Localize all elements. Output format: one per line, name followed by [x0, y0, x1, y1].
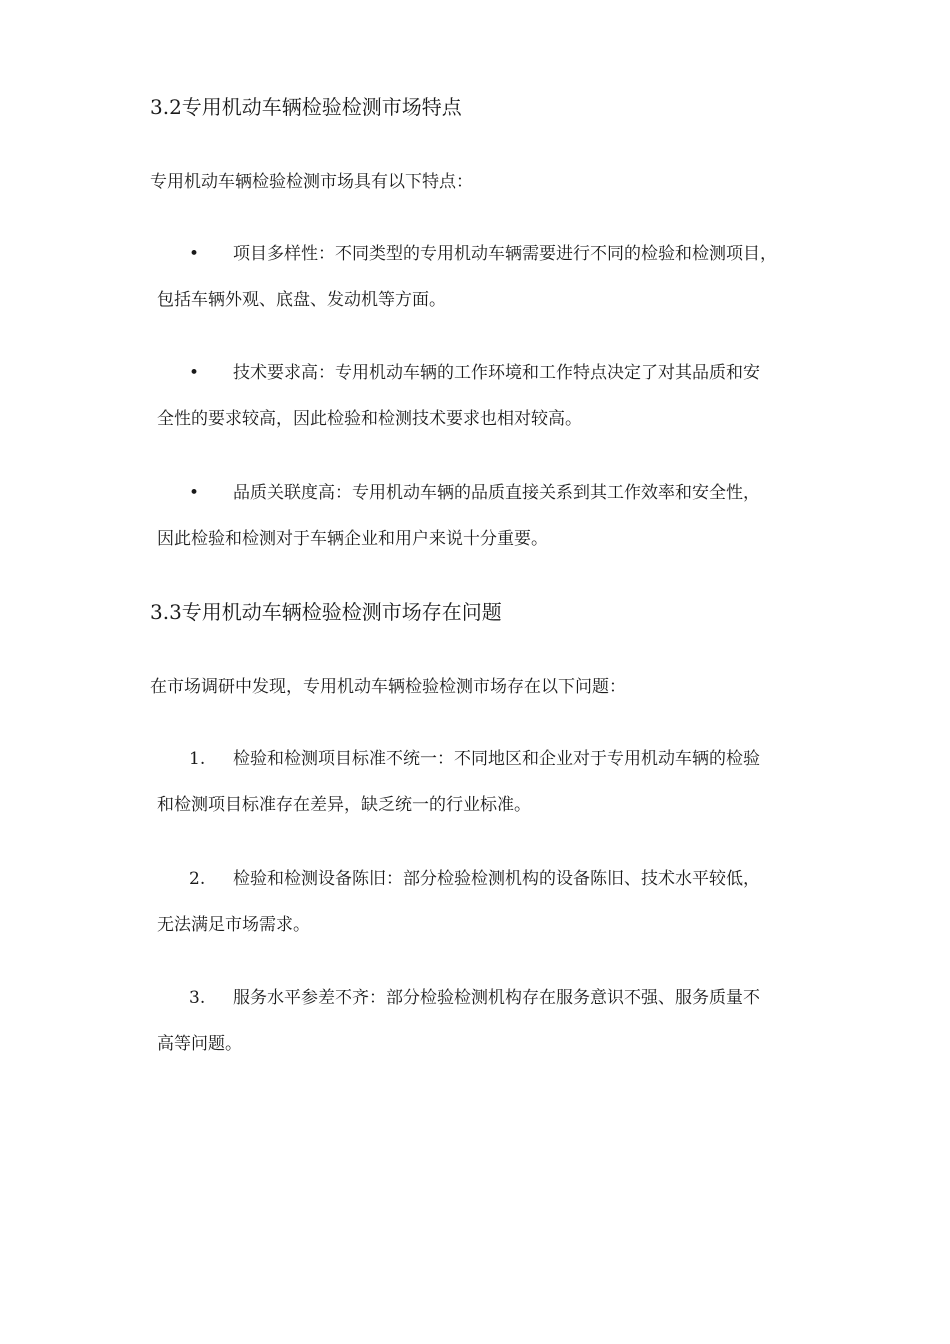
list-item-text-line2: 全性的要求较高，因此检验和检测技术要求也相对较高。 — [157, 409, 582, 429]
list-item-text-line2: 高等问题。 — [157, 1034, 242, 1054]
list-item-text-line2: 包括车辆外观、底盘、发动机等方面。 — [157, 290, 446, 310]
bullet-marker: • — [189, 244, 200, 264]
list-item-text-line1: 检验和检测设备陈旧：部分检验检测机构的设备陈旧、技术水平较低， — [233, 869, 760, 889]
list-item-text-line1: 项目多样性：不同类型的专用机动车辆需要进行不同的检验和检测项目， — [233, 244, 777, 264]
list-item-text-line2: 和检测项目标准存在差异，缺乏统一的行业标准。 — [157, 795, 531, 815]
list-item-text-line1: 品质关联度高：专用机动车辆的品质直接关系到其工作效率和安全性， — [233, 483, 760, 503]
number-marker: 2. — [189, 869, 206, 889]
list-item-text-line1: 技术要求高：专用机动车辆的工作环境和工作特点决定了对其品质和安 — [233, 363, 760, 383]
number-marker: 1. — [189, 749, 206, 769]
bullet-marker: • — [189, 483, 200, 503]
section-3-3-intro: 在市场调研中发现，专用机动车辆检验检测市场存在以下问题： — [150, 677, 626, 697]
list-item-text-line1: 服务水平参差不齐：部分检验检测机构存在服务意识不强、服务质量不 — [233, 988, 760, 1008]
number-marker: 3. — [189, 988, 206, 1008]
bullet-marker: • — [189, 363, 200, 383]
list-item-text-line2: 无法满足市场需求。 — [157, 915, 310, 935]
list-item-text-line2: 因此检验和检测对于车辆企业和用户来说十分重要。 — [157, 529, 548, 549]
list-item-text-line1: 检验和检测项目标准不统一：不同地区和企业对于专用机动车辆的检验 — [233, 749, 760, 769]
section-3-2-intro: 专用机动车辆检验检测市场具有以下特点： — [150, 172, 473, 192]
section-heading-3-3: 3.3专用机动车辆检验检测市场存在问题 — [150, 600, 502, 624]
section-heading-3-2: 3.2专用机动车辆检验检测市场特点 — [150, 95, 462, 119]
